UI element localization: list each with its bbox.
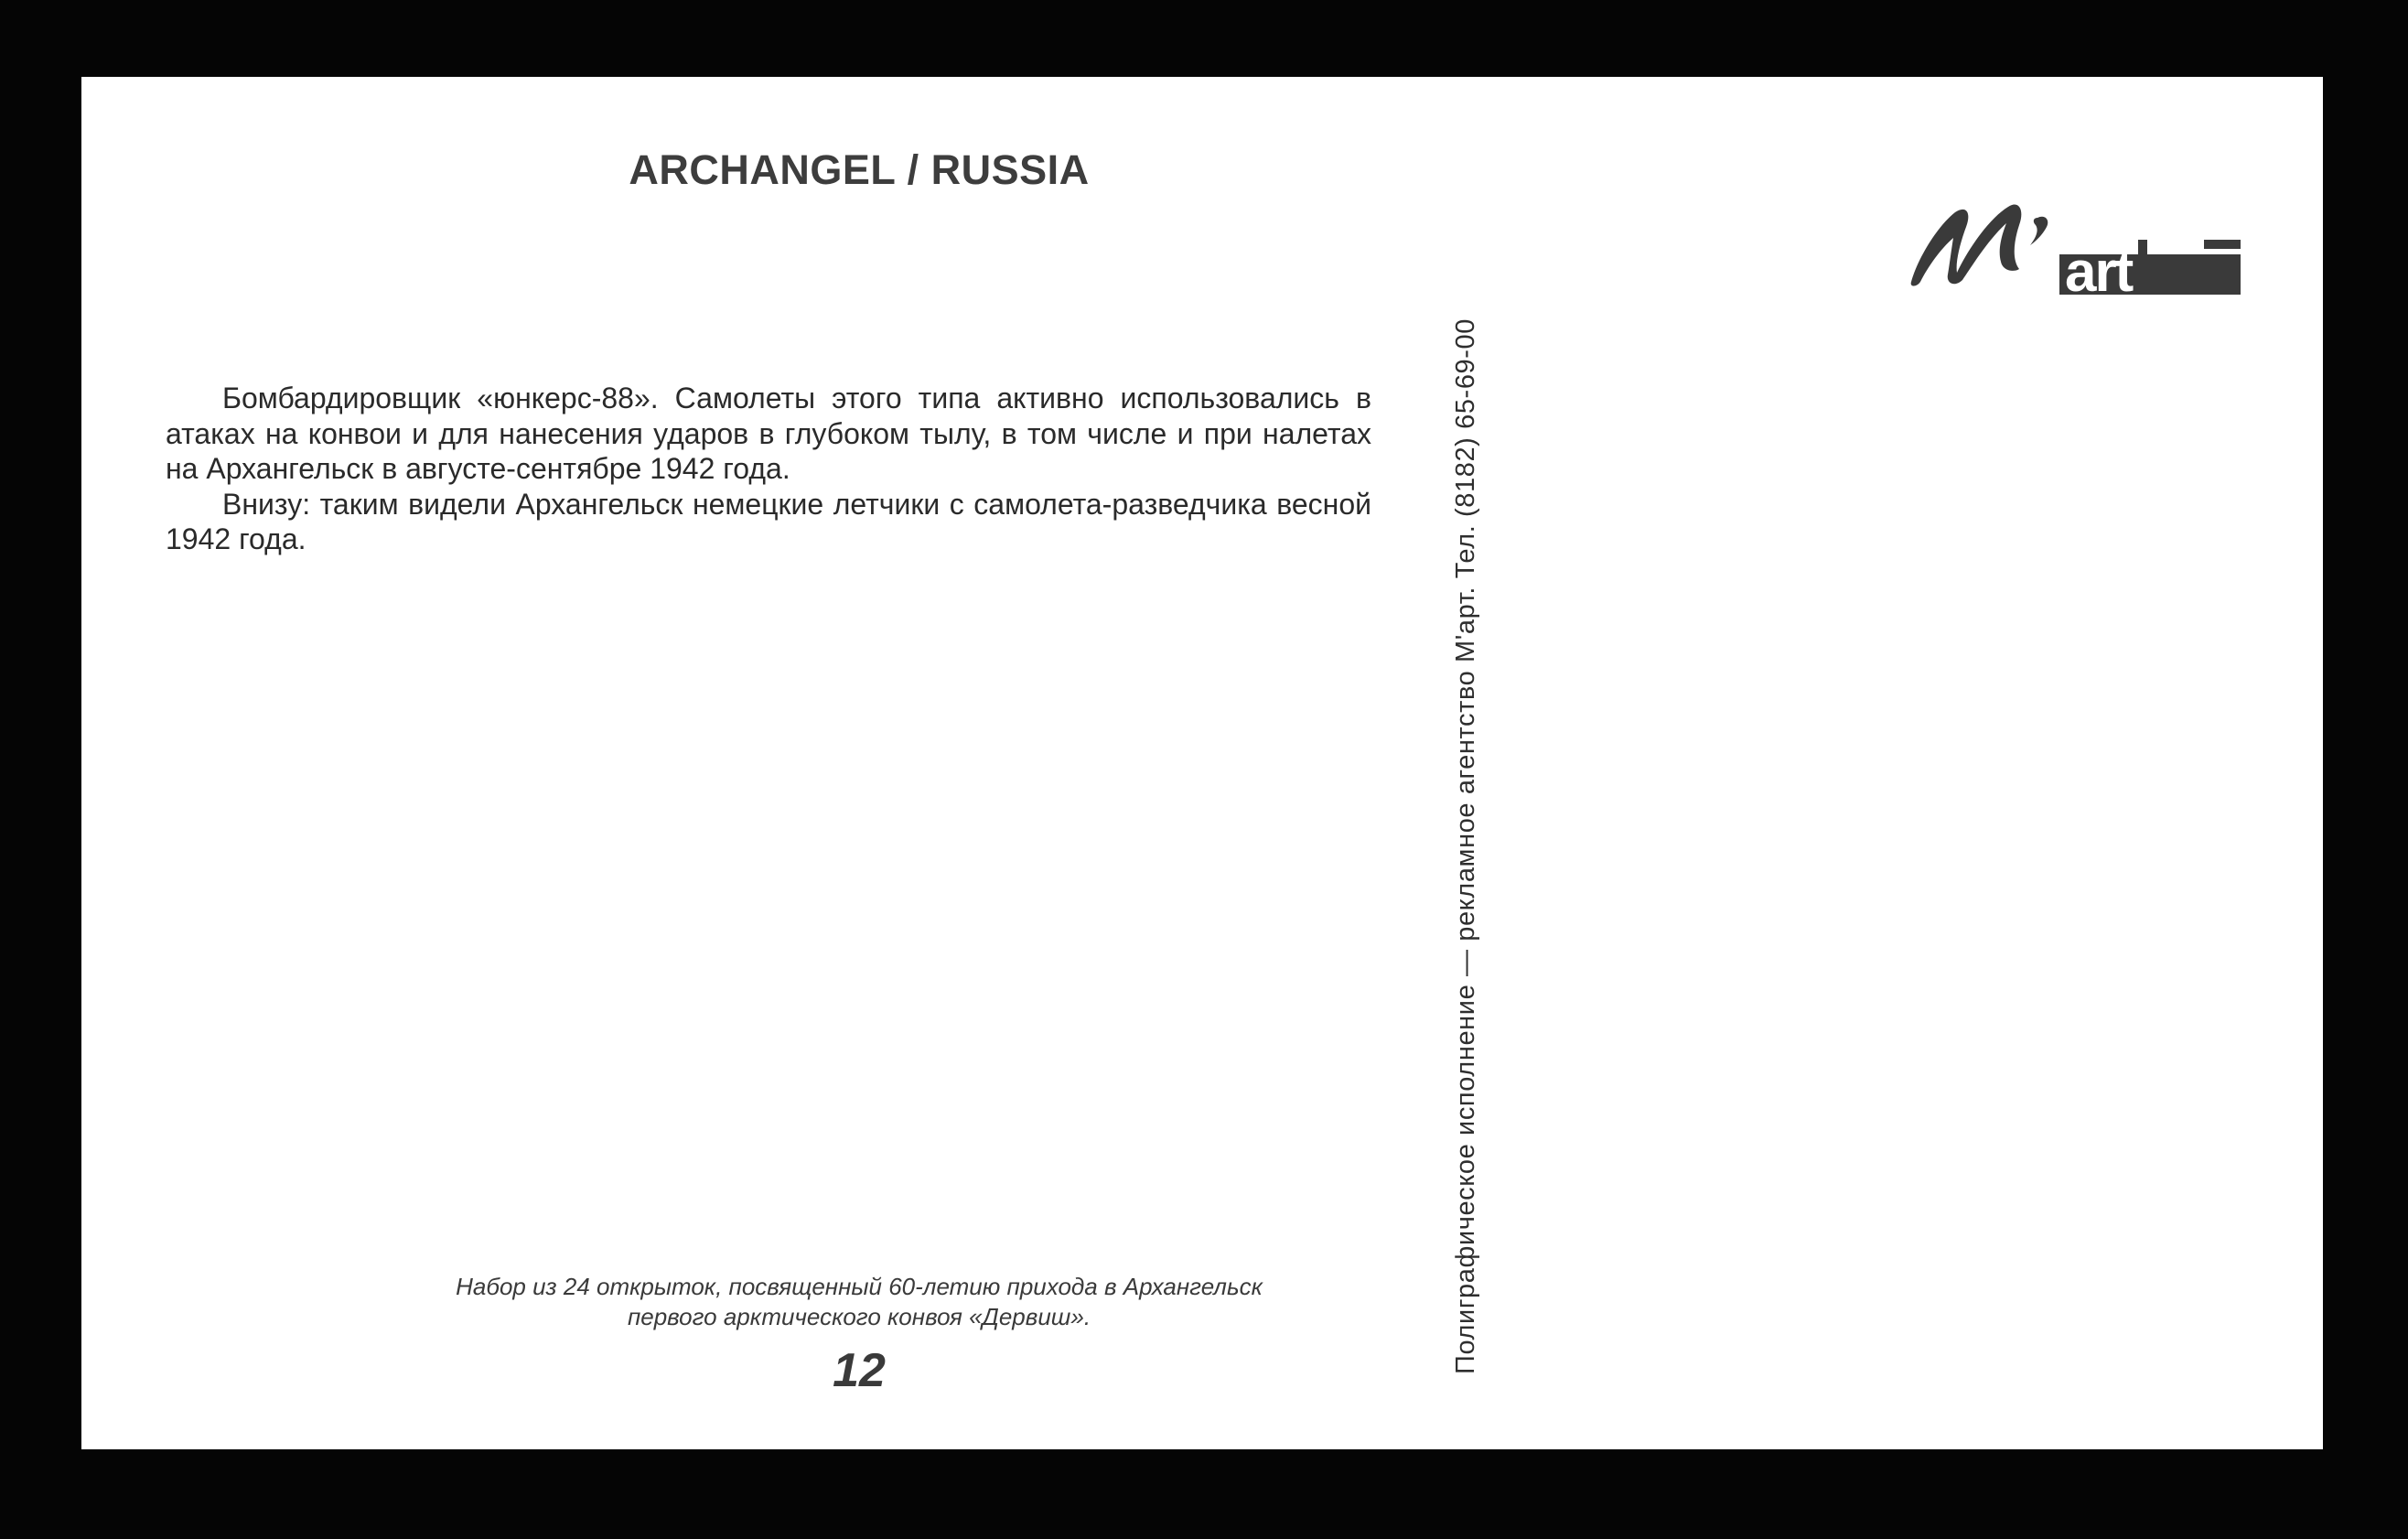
set-note (264, 1272, 1454, 1332)
mart-logo (1902, 154, 2250, 300)
card-number: 12 (833, 1344, 886, 1397)
mart-logo-graphic (1902, 154, 2250, 300)
description-paragraph: Внизу: таким видели Архангельск немецкие летчики с самолета-разведчика весной 1942 года. (166, 487, 1371, 555)
card-title: ARCHANGEL / RUSSIA (629, 146, 1090, 193)
card-description (166, 381, 1371, 557)
postcard-back (81, 77, 2323, 1449)
description-paragraph: Бомбардировщик «юнкерс-88». Самолеты этого типа активно использовались в атаках на конвои и для нанесения ударов в глубоком тылу, в том числе и при налетах на Архангельск в августе-сентябре 1942 года. (166, 382, 1371, 485)
set-note-line: первого арктического конвоя «Дервиш». (627, 1303, 1091, 1330)
publisher-imprint: Полиграфическое исполнение — рекламное агентство М'арт. Тел. (8182) 65-69-00 (1451, 318, 1480, 1374)
set-note-line: Набор из 24 открыток, посвященный 60-летию прихода в Архангельск (456, 1273, 1263, 1300)
logo-wordmark: art (2065, 241, 2133, 300)
